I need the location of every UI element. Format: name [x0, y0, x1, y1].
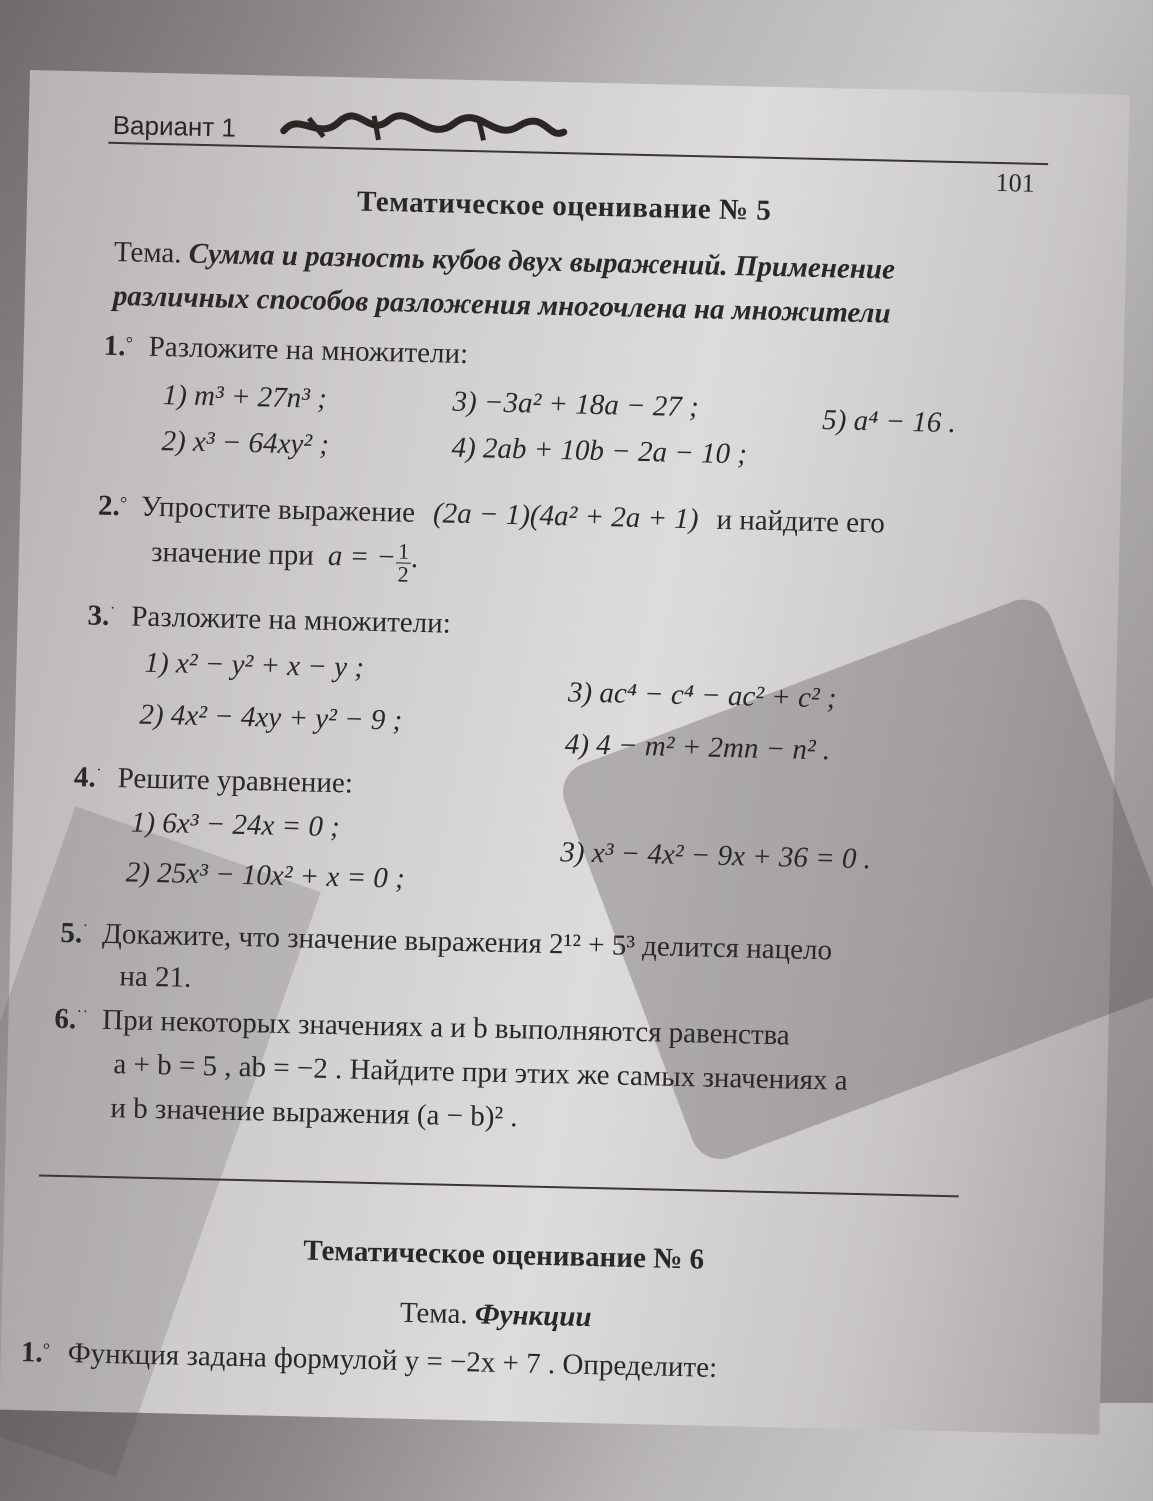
shadow: [0, 806, 321, 1477]
fraction-one-half: $\frac{1}{2}$: [397, 538, 410, 587]
task-1-heading: 1.° Разложите на множители:: [103, 329, 469, 371]
task-5-line-2: на 21.: [119, 960, 192, 994]
task-3-item-2: 2) 4x² − 4xy + y² − 9 ;: [139, 698, 403, 737]
page-number: 101: [995, 167, 1036, 198]
worksheet-page: [0, 70, 1130, 1435]
handwritten-signature: [278, 106, 569, 153]
task-1-item-1: 1) m³ + 27n³ ;: [162, 379, 328, 415]
task-2-line-2: значение при a = − $\frac{1}{2}$ .: [150, 536, 419, 587]
task-2-line-1: 2.° Упростите выражение (2a − 1)(4a² + 2a + 1) и найдите его: [97, 489, 886, 540]
task-3-item-1: 1) x² − y² + x − y ;: [144, 646, 365, 684]
task-3-item-4: 4) 4 − m² + 2mn − n² .: [564, 728, 831, 767]
task-1-item-2: 2) x³ − 64xy² ;: [161, 425, 330, 461]
task-6-line-2: a + b = 5 , ab = −2 . Найдите при этих же самых значениях a: [113, 1048, 849, 1097]
section6-topic: Тема. Функции: [399, 1296, 592, 1334]
section5-topic: Тема. Сумма и разность кубов двух выражений. Применение различных способов разложения многочлена на множители: [112, 235, 896, 330]
task-5-line-1: 5.˙ Докажите, что значение выражения 2¹² + 5³ делится нацело: [60, 916, 833, 967]
section6-task-1: 1.° Функция задана формулой y = −2x + 7 . Определите:: [20, 1336, 718, 1384]
task-4-heading: 4.˙ Решите уравнение:: [73, 761, 354, 800]
header-rule: [108, 142, 1048, 165]
task-4-item-3: 3) x³ − 4x² − 9x + 36 = 0 .: [560, 836, 872, 876]
task-6-line-1: 6.˙˙ При некоторых значениях a и b выполняются равенства: [54, 1002, 791, 1052]
variant-label: Вариант 1: [112, 109, 237, 143]
task-1-item-5: 5) a⁴ − 16 .: [821, 404, 957, 440]
task-3-heading: 3.˙ Разложите на множители:: [87, 599, 452, 640]
task-3-item-3: 3) ac⁴ − c⁴ − ac² + c² ;: [567, 676, 837, 715]
task-4-item-2: 2) 25x³ − 10x² + x = 0 ;: [125, 856, 406, 895]
section6-title: Тематическое оценивание № 6: [302, 1234, 705, 1276]
task-6-line-3: и b значение выражения (a − b)² .: [110, 1092, 518, 1134]
task-1-item-4: 4) 2ab + 10b − 2a − 10 ;: [451, 431, 748, 471]
section5-title: Тематическое оценивание № 5: [356, 185, 772, 227]
task-4-item-1: 1) 6x³ − 24x = 0 ;: [130, 806, 341, 844]
task-1-item-3: 3) −3a² + 18a − 27 ;: [452, 385, 700, 424]
